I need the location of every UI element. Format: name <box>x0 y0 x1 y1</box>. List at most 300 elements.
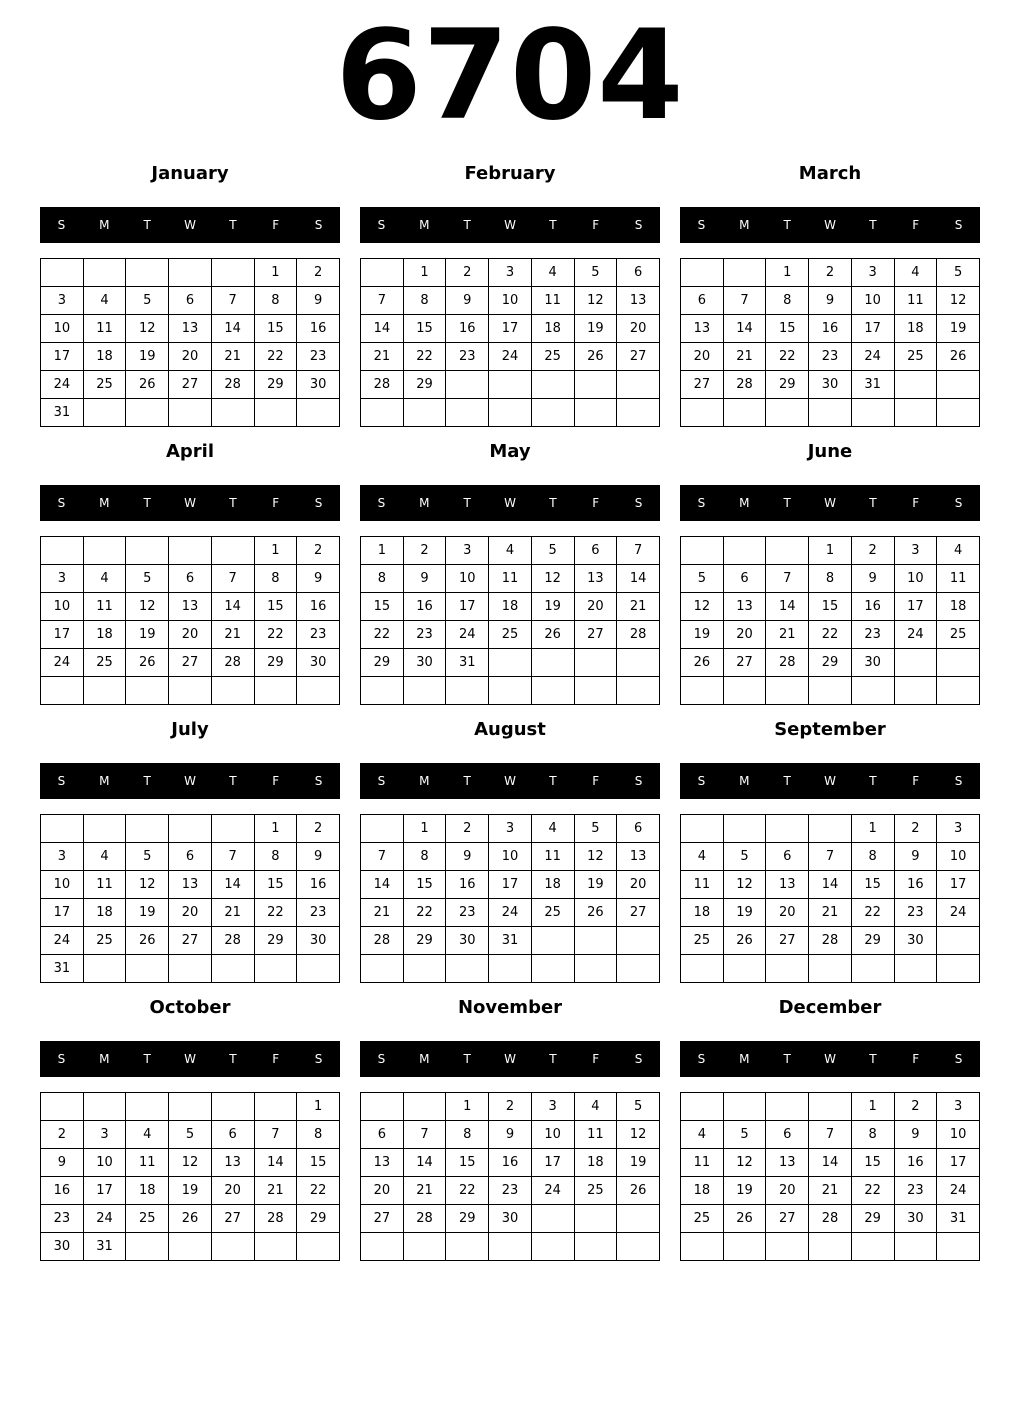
day-cell: 25 <box>681 1205 724 1233</box>
day-cell <box>169 399 212 427</box>
day-cell: 20 <box>574 593 617 621</box>
day-cell <box>894 1233 937 1261</box>
day-cell: 22 <box>851 1177 894 1205</box>
day-cell: 22 <box>254 343 297 371</box>
day-cell: 13 <box>211 1149 254 1177</box>
day-cell: 12 <box>169 1149 212 1177</box>
day-cell: 16 <box>403 593 446 621</box>
day-cell: 20 <box>169 899 212 927</box>
day-cell <box>297 399 340 427</box>
day-cell <box>681 1093 724 1121</box>
day-cell <box>766 537 809 565</box>
day-cell: 27 <box>766 927 809 955</box>
day-cell <box>851 1233 894 1261</box>
day-cell: 29 <box>851 927 894 955</box>
day-cell: 11 <box>531 287 574 315</box>
day-cell: 10 <box>83 1149 126 1177</box>
day-cell <box>851 399 894 427</box>
day-cell <box>937 649 980 677</box>
day-cell: 30 <box>297 371 340 399</box>
day-cell: 26 <box>126 927 169 955</box>
month-name: January <box>151 163 229 184</box>
day-cell: 21 <box>809 1177 852 1205</box>
week-row <box>41 899 340 927</box>
day-cell <box>617 399 660 427</box>
weekday-label: M <box>419 496 430 510</box>
weekday-label: F <box>592 496 600 510</box>
day-cell <box>937 955 980 983</box>
day-cell <box>809 677 852 705</box>
day-cell: 31 <box>489 927 532 955</box>
weekday-label: M <box>99 774 110 788</box>
weekday-header <box>680 485 980 521</box>
weekday-label: T <box>869 218 877 232</box>
day-cell: 4 <box>531 815 574 843</box>
day-cell <box>681 955 724 983</box>
day-cell: 25 <box>531 899 574 927</box>
day-cell: 2 <box>446 815 489 843</box>
day-cell: 4 <box>681 1121 724 1149</box>
week-row <box>681 677 980 705</box>
day-cell: 8 <box>403 287 446 315</box>
month-name: March <box>798 163 862 184</box>
day-cell: 24 <box>851 343 894 371</box>
day-cell <box>211 1233 254 1261</box>
day-cell: 9 <box>41 1149 84 1177</box>
weekday-label: S <box>377 774 386 788</box>
day-cell: 7 <box>809 1121 852 1149</box>
week-row <box>361 1149 660 1177</box>
day-cell: 27 <box>617 343 660 371</box>
day-cell: 18 <box>681 1177 724 1205</box>
day-cell <box>809 955 852 983</box>
weekday-label: T <box>229 218 237 232</box>
day-cell <box>574 399 617 427</box>
day-cell: 7 <box>211 565 254 593</box>
day-cell: 6 <box>169 287 212 315</box>
day-cell: 1 <box>254 537 297 565</box>
day-cell: 26 <box>126 649 169 677</box>
day-cell: 1 <box>851 1093 894 1121</box>
day-cell: 3 <box>851 259 894 287</box>
day-cell <box>83 815 126 843</box>
week-row <box>681 1093 980 1121</box>
day-cell: 22 <box>297 1177 340 1205</box>
day-cell: 19 <box>723 899 766 927</box>
day-cell: 16 <box>809 315 852 343</box>
day-cell: 30 <box>403 649 446 677</box>
day-cell: 1 <box>766 259 809 287</box>
week-row <box>681 1205 980 1233</box>
day-cell: 21 <box>617 593 660 621</box>
week-row <box>361 927 660 955</box>
day-cell: 3 <box>41 287 84 315</box>
day-cell: 14 <box>361 871 404 899</box>
day-cell: 10 <box>41 871 84 899</box>
day-cell: 9 <box>894 1121 937 1149</box>
weekday-label: T <box>143 1052 151 1066</box>
day-cell: 19 <box>723 1177 766 1205</box>
week-row <box>681 927 980 955</box>
day-cell <box>254 399 297 427</box>
day-grid <box>360 814 660 983</box>
day-cell <box>41 259 84 287</box>
day-cell: 19 <box>937 315 980 343</box>
day-cell: 22 <box>254 621 297 649</box>
day-cell <box>489 371 532 399</box>
day-cell: 2 <box>489 1093 532 1121</box>
day-cell: 8 <box>297 1121 340 1149</box>
day-cell: 5 <box>126 565 169 593</box>
day-cell <box>766 815 809 843</box>
day-cell <box>617 1233 660 1261</box>
day-cell <box>126 815 169 843</box>
day-grid <box>680 258 980 427</box>
day-cell: 4 <box>489 537 532 565</box>
day-cell: 10 <box>489 843 532 871</box>
day-cell: 15 <box>297 1149 340 1177</box>
weekday-label: W <box>824 774 836 788</box>
day-cell: 5 <box>126 843 169 871</box>
day-cell: 7 <box>254 1121 297 1149</box>
day-cell: 4 <box>83 843 126 871</box>
day-cell: 8 <box>851 1121 894 1149</box>
day-cell <box>574 371 617 399</box>
day-cell: 4 <box>126 1121 169 1149</box>
day-cell: 29 <box>403 927 446 955</box>
day-cell: 18 <box>83 621 126 649</box>
week-row <box>361 1177 660 1205</box>
day-cell: 3 <box>41 565 84 593</box>
day-cell: 20 <box>169 621 212 649</box>
week-row <box>361 565 660 593</box>
day-cell: 9 <box>851 565 894 593</box>
day-grid <box>40 258 340 427</box>
day-cell: 5 <box>169 1121 212 1149</box>
week-row <box>41 1205 340 1233</box>
day-cell: 26 <box>681 649 724 677</box>
day-cell <box>169 259 212 287</box>
day-cell: 11 <box>126 1149 169 1177</box>
day-cell: 4 <box>681 843 724 871</box>
day-cell <box>83 259 126 287</box>
day-cell <box>723 955 766 983</box>
day-cell: 16 <box>446 871 489 899</box>
day-cell <box>403 399 446 427</box>
day-cell: 8 <box>403 843 446 871</box>
day-cell: 31 <box>41 955 84 983</box>
day-cell: 23 <box>403 621 446 649</box>
day-cell: 16 <box>297 871 340 899</box>
day-cell <box>851 677 894 705</box>
weekday-header <box>40 485 340 521</box>
day-cell: 13 <box>361 1149 404 1177</box>
day-cell: 16 <box>894 871 937 899</box>
day-cell: 17 <box>83 1177 126 1205</box>
day-cell <box>169 1233 212 1261</box>
day-cell: 21 <box>361 343 404 371</box>
day-cell: 22 <box>446 1177 489 1205</box>
day-cell: 9 <box>446 843 489 871</box>
day-cell <box>211 537 254 565</box>
weekday-label: W <box>824 218 836 232</box>
day-cell: 19 <box>126 899 169 927</box>
weekday-label: S <box>697 218 706 232</box>
weekday-label: S <box>634 1052 643 1066</box>
weekday-label: F <box>912 774 920 788</box>
day-cell: 26 <box>937 343 980 371</box>
day-cell <box>446 371 489 399</box>
day-cell: 27 <box>617 899 660 927</box>
week-row <box>681 371 980 399</box>
day-cell: 2 <box>446 259 489 287</box>
week-row <box>41 565 340 593</box>
week-row <box>681 1177 980 1205</box>
day-grid <box>680 814 980 983</box>
day-cell: 12 <box>723 1149 766 1177</box>
day-cell: 26 <box>574 343 617 371</box>
day-cell: 23 <box>489 1177 532 1205</box>
weekday-label: F <box>272 1052 280 1066</box>
day-cell: 8 <box>254 565 297 593</box>
day-cell: 7 <box>211 287 254 315</box>
weekday-label: T <box>549 218 557 232</box>
day-cell: 18 <box>894 315 937 343</box>
weekday-label: F <box>272 218 280 232</box>
day-cell: 3 <box>531 1093 574 1121</box>
weekday-label: T <box>869 496 877 510</box>
week-row <box>681 565 980 593</box>
day-grid <box>360 258 660 427</box>
week-row <box>41 1121 340 1149</box>
day-cell: 11 <box>531 843 574 871</box>
day-cell: 11 <box>681 871 724 899</box>
day-cell: 16 <box>894 1149 937 1177</box>
day-cell: 28 <box>254 1205 297 1233</box>
day-cell: 14 <box>617 565 660 593</box>
day-cell: 7 <box>403 1121 446 1149</box>
day-cell: 25 <box>83 649 126 677</box>
weekday-label: S <box>634 774 643 788</box>
week-row <box>41 927 340 955</box>
day-cell <box>681 1233 724 1261</box>
day-cell: 2 <box>297 537 340 565</box>
day-cell <box>211 955 254 983</box>
weekday-label: T <box>549 774 557 788</box>
day-cell: 12 <box>574 287 617 315</box>
weekday-label: S <box>314 774 323 788</box>
week-row <box>361 343 660 371</box>
day-cell: 9 <box>446 287 489 315</box>
day-cell: 25 <box>83 927 126 955</box>
day-cell <box>681 399 724 427</box>
day-cell <box>489 649 532 677</box>
day-cell: 17 <box>41 343 84 371</box>
weekday-header <box>680 207 980 243</box>
month-name: June <box>807 441 853 462</box>
day-cell: 17 <box>894 593 937 621</box>
day-cell: 10 <box>489 287 532 315</box>
day-cell <box>766 955 809 983</box>
day-grid <box>40 814 340 983</box>
weekday-label: F <box>912 218 920 232</box>
weekday-label: T <box>783 218 791 232</box>
day-cell: 24 <box>41 371 84 399</box>
day-cell: 22 <box>809 621 852 649</box>
day-cell: 11 <box>894 287 937 315</box>
day-cell: 20 <box>723 621 766 649</box>
weekday-label: S <box>954 218 963 232</box>
day-cell <box>211 399 254 427</box>
weekday-label: S <box>954 774 963 788</box>
day-cell: 29 <box>254 371 297 399</box>
day-cell: 27 <box>766 1205 809 1233</box>
day-cell: 3 <box>894 537 937 565</box>
weekday-label: S <box>697 1052 706 1066</box>
weekday-label: T <box>783 774 791 788</box>
day-cell: 3 <box>83 1121 126 1149</box>
day-cell: 15 <box>254 315 297 343</box>
week-row <box>41 815 340 843</box>
day-cell: 1 <box>254 815 297 843</box>
day-cell: 6 <box>574 537 617 565</box>
weekday-label: S <box>954 496 963 510</box>
day-cell: 2 <box>403 537 446 565</box>
weekday-label: W <box>824 1052 836 1066</box>
day-cell <box>361 399 404 427</box>
day-cell: 18 <box>126 1177 169 1205</box>
weekday-label: T <box>549 1052 557 1066</box>
day-cell <box>681 815 724 843</box>
day-cell <box>489 955 532 983</box>
day-cell <box>617 371 660 399</box>
day-cell: 1 <box>851 815 894 843</box>
weekday-label: S <box>377 1052 386 1066</box>
day-cell: 2 <box>41 1121 84 1149</box>
month-name: December <box>778 997 882 1018</box>
week-row <box>361 871 660 899</box>
day-cell: 6 <box>169 565 212 593</box>
day-cell: 30 <box>446 927 489 955</box>
weekday-label: M <box>99 218 110 232</box>
day-cell: 23 <box>446 343 489 371</box>
day-cell <box>617 677 660 705</box>
day-cell <box>403 677 446 705</box>
weekday-label: T <box>869 774 877 788</box>
day-cell: 13 <box>574 565 617 593</box>
weekday-header <box>680 1041 980 1077</box>
weekday-label: T <box>869 1052 877 1066</box>
day-cell: 31 <box>41 399 84 427</box>
day-cell: 25 <box>531 343 574 371</box>
day-cell: 17 <box>531 1149 574 1177</box>
day-cell: 28 <box>211 649 254 677</box>
week-row <box>41 1177 340 1205</box>
day-cell: 13 <box>766 871 809 899</box>
day-cell: 23 <box>297 899 340 927</box>
day-cell: 28 <box>809 927 852 955</box>
day-cell: 7 <box>361 287 404 315</box>
day-cell <box>723 1233 766 1261</box>
day-cell: 4 <box>574 1093 617 1121</box>
day-cell <box>41 815 84 843</box>
day-cell: 24 <box>83 1205 126 1233</box>
day-cell: 11 <box>937 565 980 593</box>
day-cell: 27 <box>574 621 617 649</box>
day-cell: 1 <box>446 1093 489 1121</box>
day-cell <box>169 677 212 705</box>
week-row <box>41 537 340 565</box>
week-row <box>681 649 980 677</box>
week-row <box>41 843 340 871</box>
week-row <box>41 371 340 399</box>
week-row <box>361 1093 660 1121</box>
day-cell <box>361 1233 404 1261</box>
day-cell: 11 <box>489 565 532 593</box>
day-cell <box>83 399 126 427</box>
week-row <box>681 955 980 983</box>
week-row <box>41 1093 340 1121</box>
weekday-header <box>360 763 660 799</box>
day-cell: 17 <box>937 1149 980 1177</box>
weekday-label: W <box>824 496 836 510</box>
day-cell: 10 <box>41 593 84 621</box>
day-cell <box>83 1093 126 1121</box>
day-cell <box>254 955 297 983</box>
day-cell: 13 <box>169 315 212 343</box>
day-cell <box>574 1233 617 1261</box>
day-cell: 2 <box>851 537 894 565</box>
weekday-label: T <box>229 774 237 788</box>
day-cell: 21 <box>809 899 852 927</box>
day-cell: 13 <box>766 1149 809 1177</box>
week-row <box>41 871 340 899</box>
weekday-label: F <box>912 1052 920 1066</box>
day-cell: 6 <box>211 1121 254 1149</box>
day-cell: 20 <box>361 1177 404 1205</box>
day-cell: 6 <box>681 287 724 315</box>
day-cell: 25 <box>681 927 724 955</box>
day-cell: 24 <box>894 621 937 649</box>
day-cell: 8 <box>851 843 894 871</box>
day-cell: 17 <box>489 871 532 899</box>
day-cell: 7 <box>211 843 254 871</box>
day-cell: 4 <box>83 287 126 315</box>
week-row <box>681 843 980 871</box>
day-cell: 18 <box>83 899 126 927</box>
day-cell <box>403 955 446 983</box>
weekday-label: T <box>463 1052 471 1066</box>
weekday-label: M <box>739 1052 750 1066</box>
day-cell: 1 <box>361 537 404 565</box>
week-row <box>361 1233 660 1261</box>
day-cell: 14 <box>403 1149 446 1177</box>
weekday-label: S <box>57 774 66 788</box>
week-row <box>681 1233 980 1261</box>
year-title: 6704 <box>335 4 685 148</box>
weekday-label: T <box>229 1052 237 1066</box>
day-cell: 7 <box>361 843 404 871</box>
day-cell: 2 <box>297 259 340 287</box>
week-row <box>41 1233 340 1261</box>
day-cell <box>489 677 532 705</box>
day-cell <box>809 1093 852 1121</box>
day-cell: 27 <box>169 371 212 399</box>
day-cell: 20 <box>681 343 724 371</box>
day-cell: 27 <box>361 1205 404 1233</box>
month-name: September <box>774 719 886 740</box>
week-row <box>681 1149 980 1177</box>
